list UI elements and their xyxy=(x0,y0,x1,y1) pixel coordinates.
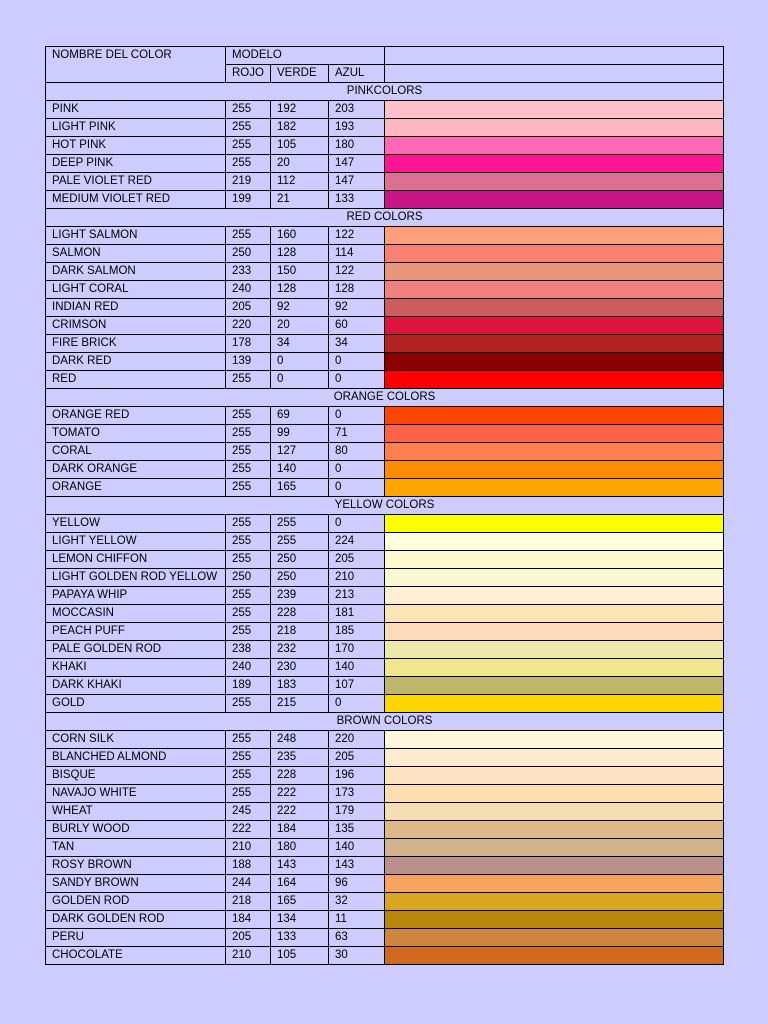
color-swatch xyxy=(385,371,724,389)
red-value: 255 xyxy=(226,551,271,569)
green-value: 20 xyxy=(271,317,329,335)
color-swatch xyxy=(385,821,724,839)
color-name: GOLD xyxy=(46,695,226,713)
green-value: 218 xyxy=(271,623,329,641)
green-value: 0 xyxy=(271,371,329,389)
color-name: CHOCOLATE xyxy=(46,947,226,965)
color-swatch xyxy=(385,623,724,641)
color-swatch xyxy=(385,317,724,335)
color-name: GOLDEN ROD xyxy=(46,893,226,911)
blue-value: 122 xyxy=(329,263,385,281)
red-value: 220 xyxy=(226,317,271,335)
color-row xyxy=(46,875,724,893)
color-table xyxy=(45,46,724,965)
red-value: 255 xyxy=(226,407,271,425)
color-name: TAN xyxy=(46,839,226,857)
color-name: KHAKI xyxy=(46,659,226,677)
blue-value: 140 xyxy=(329,839,385,857)
color-row xyxy=(46,461,724,479)
blue-value: 179 xyxy=(329,803,385,821)
green-value: 20 xyxy=(271,155,329,173)
color-row xyxy=(46,803,724,821)
color-row xyxy=(46,695,724,713)
color-swatch xyxy=(385,767,724,785)
color-row xyxy=(46,137,724,155)
red-value: 139 xyxy=(226,353,271,371)
red-value: 255 xyxy=(226,695,271,713)
red-value: 178 xyxy=(226,335,271,353)
blue-value: 196 xyxy=(329,767,385,785)
color-row xyxy=(46,623,724,641)
red-value: 222 xyxy=(226,821,271,839)
color-swatch xyxy=(385,911,724,929)
color-swatch xyxy=(385,407,724,425)
color-swatch xyxy=(385,569,724,587)
color-swatch xyxy=(385,353,724,371)
blue-value: 11 xyxy=(329,911,385,929)
green-value: 184 xyxy=(271,821,329,839)
red-value: 255 xyxy=(226,371,271,389)
blue-value: 224 xyxy=(329,533,385,551)
color-row xyxy=(46,551,724,569)
blue-value: 0 xyxy=(329,695,385,713)
color-row xyxy=(46,245,724,263)
blue-value: 135 xyxy=(329,821,385,839)
color-swatch xyxy=(385,677,724,695)
blue-value: 193 xyxy=(329,119,385,137)
color-row xyxy=(46,587,724,605)
green-value: 222 xyxy=(271,803,329,821)
color-row xyxy=(46,749,724,767)
blue-value: 143 xyxy=(329,857,385,875)
section-title: YELLOW COLORS xyxy=(46,497,724,515)
color-row xyxy=(46,191,724,209)
color-row xyxy=(46,947,724,965)
color-swatch xyxy=(385,299,724,317)
section-title: PINKCOLORS xyxy=(46,83,724,101)
color-row xyxy=(46,353,724,371)
color-name: CRIMSON xyxy=(46,317,226,335)
color-swatch xyxy=(385,659,724,677)
color-name: LIGHT SALMON xyxy=(46,227,226,245)
red-value: 199 xyxy=(226,191,271,209)
blue-value: 92 xyxy=(329,299,385,317)
color-swatch xyxy=(385,335,724,353)
color-row xyxy=(46,605,724,623)
green-value: 255 xyxy=(271,515,329,533)
model-header: MODELO xyxy=(226,47,385,65)
red-value: 255 xyxy=(226,425,271,443)
color-row xyxy=(46,263,724,281)
color-name: DARK RED xyxy=(46,353,226,371)
green-value: 128 xyxy=(271,245,329,263)
color-name: RED xyxy=(46,371,226,389)
color-name: PINK xyxy=(46,101,226,119)
blue-value: 205 xyxy=(329,551,385,569)
green-value: 239 xyxy=(271,587,329,605)
green-value: 105 xyxy=(271,137,329,155)
color-row xyxy=(46,911,724,929)
red-value: 184 xyxy=(226,911,271,929)
green-value: 143 xyxy=(271,857,329,875)
blue-value: 63 xyxy=(329,929,385,947)
color-swatch xyxy=(385,245,724,263)
red-value: 240 xyxy=(226,659,271,677)
color-row xyxy=(46,569,724,587)
blue-value: 114 xyxy=(329,245,385,263)
color-swatch xyxy=(385,281,724,299)
color-row xyxy=(46,479,724,497)
table-body xyxy=(46,47,724,965)
color-swatch xyxy=(385,929,724,947)
red-value: 189 xyxy=(226,677,271,695)
color-name: MOCCASIN xyxy=(46,605,226,623)
color-row xyxy=(46,677,724,695)
green-value: 112 xyxy=(271,173,329,191)
color-name: LIGHT PINK xyxy=(46,119,226,137)
color-swatch xyxy=(385,785,724,803)
green-header: VERDE xyxy=(271,65,329,83)
color-swatch xyxy=(385,101,724,119)
color-name: DEEP PINK xyxy=(46,155,226,173)
green-value: 99 xyxy=(271,425,329,443)
color-row xyxy=(46,335,724,353)
color-name: PERU xyxy=(46,929,226,947)
color-name: LEMON CHIFFON xyxy=(46,551,226,569)
color-row xyxy=(46,425,724,443)
red-value: 210 xyxy=(226,947,271,965)
color-row xyxy=(46,821,724,839)
color-swatch xyxy=(385,137,724,155)
color-swatch xyxy=(385,803,724,821)
header-row xyxy=(46,47,724,65)
color-swatch xyxy=(385,155,724,173)
green-value: 235 xyxy=(271,749,329,767)
green-value: 230 xyxy=(271,659,329,677)
green-value: 180 xyxy=(271,839,329,857)
blue-value: 0 xyxy=(329,371,385,389)
green-value: 215 xyxy=(271,695,329,713)
color-name: TOMATO xyxy=(46,425,226,443)
red-value: 255 xyxy=(226,461,271,479)
red-value: 255 xyxy=(226,605,271,623)
color-name: NAVAJO WHITE xyxy=(46,785,226,803)
green-value: 69 xyxy=(271,407,329,425)
blue-value: 0 xyxy=(329,407,385,425)
color-row xyxy=(46,659,724,677)
red-value: 205 xyxy=(226,929,271,947)
green-value: 228 xyxy=(271,605,329,623)
green-value: 140 xyxy=(271,461,329,479)
color-name: CORAL xyxy=(46,443,226,461)
blue-value: 210 xyxy=(329,569,385,587)
blue-value: 34 xyxy=(329,335,385,353)
red-value: 255 xyxy=(226,731,271,749)
color-swatch xyxy=(385,893,724,911)
green-value: 228 xyxy=(271,767,329,785)
color-name: MEDIUM VIOLET RED xyxy=(46,191,226,209)
color-row xyxy=(46,101,724,119)
color-row xyxy=(46,371,724,389)
blue-value: 203 xyxy=(329,101,385,119)
color-row xyxy=(46,407,724,425)
color-swatch xyxy=(385,947,724,965)
color-name: ORANGE xyxy=(46,479,226,497)
blue-value: 128 xyxy=(329,281,385,299)
color-name: LIGHT CORAL xyxy=(46,281,226,299)
blue-value: 147 xyxy=(329,173,385,191)
red-value: 250 xyxy=(226,245,271,263)
green-value: 250 xyxy=(271,569,329,587)
color-name: ROSY BROWN xyxy=(46,857,226,875)
blue-value: 32 xyxy=(329,893,385,911)
color-swatch xyxy=(385,857,724,875)
section-header-row xyxy=(46,713,724,731)
blue-value: 185 xyxy=(329,623,385,641)
color-name: DARK SALMON xyxy=(46,263,226,281)
color-swatch xyxy=(385,191,724,209)
blue-value: 30 xyxy=(329,947,385,965)
color-name: FIRE BRICK xyxy=(46,335,226,353)
blue-value: 180 xyxy=(329,137,385,155)
color-name: BURLY WOOD xyxy=(46,821,226,839)
color-name: INDIAN RED xyxy=(46,299,226,317)
color-swatch xyxy=(385,173,724,191)
blue-value: 96 xyxy=(329,875,385,893)
blue-value: 170 xyxy=(329,641,385,659)
section-title: RED COLORS xyxy=(46,209,724,227)
blue-value: 213 xyxy=(329,587,385,605)
color-row xyxy=(46,281,724,299)
red-value: 255 xyxy=(226,533,271,551)
color-swatch xyxy=(385,443,724,461)
red-value: 255 xyxy=(226,443,271,461)
red-value: 255 xyxy=(226,623,271,641)
color-swatch xyxy=(385,425,724,443)
red-value: 255 xyxy=(226,119,271,137)
red-value: 240 xyxy=(226,281,271,299)
color-row xyxy=(46,227,724,245)
color-swatch xyxy=(385,227,724,245)
color-swatch xyxy=(385,749,724,767)
red-value: 255 xyxy=(226,749,271,767)
blue-value: 0 xyxy=(329,353,385,371)
blue-value: 173 xyxy=(329,785,385,803)
color-swatch xyxy=(385,587,724,605)
color-row xyxy=(46,317,724,335)
color-swatch xyxy=(385,515,724,533)
red-value: 188 xyxy=(226,857,271,875)
color-name: PEACH PUFF xyxy=(46,623,226,641)
green-value: 105 xyxy=(271,947,329,965)
color-swatch xyxy=(385,533,724,551)
blue-value: 0 xyxy=(329,515,385,533)
red-value: 250 xyxy=(226,569,271,587)
green-value: 232 xyxy=(271,641,329,659)
red-value: 255 xyxy=(226,101,271,119)
green-value: 150 xyxy=(271,263,329,281)
green-value: 165 xyxy=(271,893,329,911)
red-value: 255 xyxy=(226,155,271,173)
section-title: BROWN COLORS xyxy=(46,713,724,731)
color-name: DARK GOLDEN ROD xyxy=(46,911,226,929)
color-row xyxy=(46,299,724,317)
color-name: CORN SILK xyxy=(46,731,226,749)
color-swatch xyxy=(385,839,724,857)
color-swatch xyxy=(385,263,724,281)
color-row xyxy=(46,929,724,947)
color-name: BISQUE xyxy=(46,767,226,785)
green-value: 34 xyxy=(271,335,329,353)
color-swatch xyxy=(385,605,724,623)
blue-value: 107 xyxy=(329,677,385,695)
blue-value: 122 xyxy=(329,227,385,245)
blue-value: 205 xyxy=(329,749,385,767)
green-value: 160 xyxy=(271,227,329,245)
blue-value: 80 xyxy=(329,443,385,461)
green-value: 183 xyxy=(271,677,329,695)
color-name: SANDY BROWN xyxy=(46,875,226,893)
color-row xyxy=(46,515,724,533)
red-value: 233 xyxy=(226,263,271,281)
color-row xyxy=(46,641,724,659)
red-value: 255 xyxy=(226,479,271,497)
red-value: 255 xyxy=(226,227,271,245)
green-value: 92 xyxy=(271,299,329,317)
blue-value: 0 xyxy=(329,479,385,497)
blue-value: 181 xyxy=(329,605,385,623)
red-value: 255 xyxy=(226,515,271,533)
color-row xyxy=(46,155,724,173)
color-row xyxy=(46,119,724,137)
green-value: 222 xyxy=(271,785,329,803)
color-swatch xyxy=(385,479,724,497)
color-name: YELLOW xyxy=(46,515,226,533)
blue-value: 220 xyxy=(329,731,385,749)
red-value: 255 xyxy=(226,587,271,605)
green-value: 21 xyxy=(271,191,329,209)
green-value: 0 xyxy=(271,353,329,371)
color-name: WHEAT xyxy=(46,803,226,821)
color-swatch xyxy=(385,731,724,749)
green-value: 192 xyxy=(271,101,329,119)
color-row xyxy=(46,785,724,803)
name-header: NOMBRE DEL COLOR xyxy=(46,47,226,83)
color-row xyxy=(46,731,724,749)
swatch-header xyxy=(385,65,724,83)
blue-value: 133 xyxy=(329,191,385,209)
section-header-row xyxy=(46,497,724,515)
blue-header: AZUL xyxy=(329,65,385,83)
green-value: 133 xyxy=(271,929,329,947)
section-header-row xyxy=(46,83,724,101)
green-value: 134 xyxy=(271,911,329,929)
color-row xyxy=(46,857,724,875)
color-row xyxy=(46,443,724,461)
color-row xyxy=(46,767,724,785)
color-name: DARK ORANGE xyxy=(46,461,226,479)
red-value: 210 xyxy=(226,839,271,857)
color-name: LIGHT GOLDEN ROD YELLOW xyxy=(46,569,226,587)
red-value: 255 xyxy=(226,785,271,803)
color-name: HOT PINK xyxy=(46,137,226,155)
color-swatch xyxy=(385,695,724,713)
red-value: 255 xyxy=(226,137,271,155)
section-title: ORANGE COLORS xyxy=(46,389,724,407)
green-value: 255 xyxy=(271,533,329,551)
blue-value: 60 xyxy=(329,317,385,335)
color-name: LIGHT YELLOW xyxy=(46,533,226,551)
section-header-row xyxy=(46,389,724,407)
color-row xyxy=(46,893,724,911)
green-value: 248 xyxy=(271,731,329,749)
color-swatch xyxy=(385,461,724,479)
color-row xyxy=(46,533,724,551)
red-value: 244 xyxy=(226,875,271,893)
red-value: 255 xyxy=(226,767,271,785)
green-value: 164 xyxy=(271,875,329,893)
color-name: PALE GOLDEN ROD xyxy=(46,641,226,659)
color-row xyxy=(46,173,724,191)
color-swatch xyxy=(385,551,724,569)
color-swatch xyxy=(385,875,724,893)
green-value: 250 xyxy=(271,551,329,569)
red-value: 219 xyxy=(226,173,271,191)
color-name: PAPAYA WHIP xyxy=(46,587,226,605)
blue-value: 147 xyxy=(329,155,385,173)
color-swatch xyxy=(385,119,724,137)
color-name: BLANCHED ALMOND xyxy=(46,749,226,767)
color-row xyxy=(46,839,724,857)
blue-value: 140 xyxy=(329,659,385,677)
color-swatch xyxy=(385,641,724,659)
green-value: 127 xyxy=(271,443,329,461)
red-header: ROJO xyxy=(226,65,271,83)
blue-value: 71 xyxy=(329,425,385,443)
section-header-row xyxy=(46,209,724,227)
red-value: 218 xyxy=(226,893,271,911)
swatch-header xyxy=(385,47,724,65)
blue-value: 0 xyxy=(329,461,385,479)
color-name: PALE VIOLET RED xyxy=(46,173,226,191)
red-value: 238 xyxy=(226,641,271,659)
red-value: 245 xyxy=(226,803,271,821)
green-value: 165 xyxy=(271,479,329,497)
green-value: 182 xyxy=(271,119,329,137)
color-name: ORANGE RED xyxy=(46,407,226,425)
green-value: 128 xyxy=(271,281,329,299)
red-value: 205 xyxy=(226,299,271,317)
color-name: SALMON xyxy=(46,245,226,263)
color-name: DARK KHAKI xyxy=(46,677,226,695)
